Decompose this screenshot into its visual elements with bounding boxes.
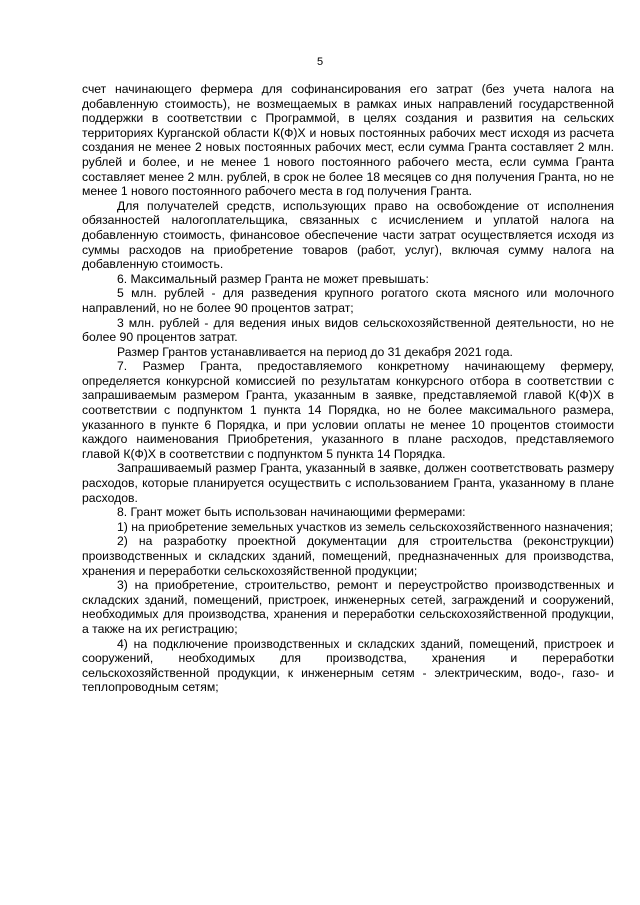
page-number: 5 bbox=[316, 56, 324, 68]
paragraph: 2) на разработку проектной документации для строительства (реконструкции) производственных и складских зданий, помещений, предназначенных для производства, хранения и переработки сельскохозяйственной продукции; bbox=[82, 534, 614, 578]
paragraph: 3 млн. рублей - для ведения иных видов сельскохозяйственной деятельности, но не более 90 процентов затрат. bbox=[82, 315, 614, 345]
paragraph: 6. Максимальный размер Гранта не может превышать: bbox=[117, 271, 429, 286]
paragraph: 1) на приобретение земельных участков из земель сельскохозяйственного назначения; bbox=[117, 519, 614, 534]
paragraph: Для получателей средств, использующих право на освобождение от исполнения обязанностей налогоплательщика, связанных с исчислением и уплатой налога на добавленную стоимость, финансовое обеспечение части затрат осуществляется исходя из суммы расходов на приобретение товаров (работ, услуг), включая сумму налога на добавленную стоимость. bbox=[82, 198, 614, 272]
paragraph: Размер Грантов устанавливается на период до 31 декабря 2021 года. bbox=[117, 344, 513, 359]
paragraph: 3) на приобретение, строительство, ремонт и переустройство производственных и складских зданий, помещений, пристроек, инженерных сетей, заграждений и сооружений, необходимых для производства, хранения и переработки сельскохозяйственной продукции, а также на их регистрацию; bbox=[82, 578, 614, 636]
paragraph: счет начинающего фермера для софинансирования его затрат (без учета налога на добавленную стоимость), не возмещаемых в рамках иных направлений государственной поддержки в соответствии с Программой, в целях создания и развития на сельских территориях Курганской области К(Ф)Х и новых постоянных рабочих мест исходя из расчета создания не менее 2 новых постоянных рабочих мест, если сумма Гранта составляет 2 млн. рублей и более, и не менее 1 нового постоянного рабочего места, если сумма Гранта составляет менее 2 млн. рублей, в срок не более 18 месяцев со дня получения Гранта, но не менее 1 нового постоянного рабочего места в год получения Гранта. bbox=[82, 82, 614, 199]
paragraph: 4) на подключение производственных и складских зданий, помещений, пристроек и сооружений, необходимых для производства, хранения и переработки сельскохозяйственной продукции, к инженерным сетям - электрическим, водо-, газо- и теплопроводным сетям; bbox=[82, 636, 614, 695]
paragraph: 5 млн. рублей - для разведения крупного рогатого скота мясного или молочного направлений, но не более 90 процентов затрат; bbox=[82, 286, 614, 315]
paragraph: 7. Размер Гранта, предоставляемого конкретному начинающему фермеру, определяется конкурсной комиссией по результатам конкурсного отбора в соответствии с запрашиваемым размером Гранта, указанным в заявке, представляемой главой К(Ф)Х в соответствии с подпунктом 1 пункта 14 Порядка, но не более максимального размера, указанного в пункте 6 Порядка, и при условии оплаты не менее 10 процентов стоимости каждого наименования Приобретения, указанного в плане расходов, представляемого главой К(Ф)Х в соответствии с подпунктом 5 пункта 14 Порядка. bbox=[82, 359, 614, 461]
paragraph: 8. Грант может быть использован начинающими фермерами: bbox=[117, 505, 466, 520]
paragraph: Запрашиваемый размер Гранта, указанный в заявке, должен соответствовать размеру расходов, которые планируется осуществить с использованием Гранта, указанному в плане расходов. bbox=[82, 461, 614, 505]
document-body bbox=[82, 82, 614, 695]
